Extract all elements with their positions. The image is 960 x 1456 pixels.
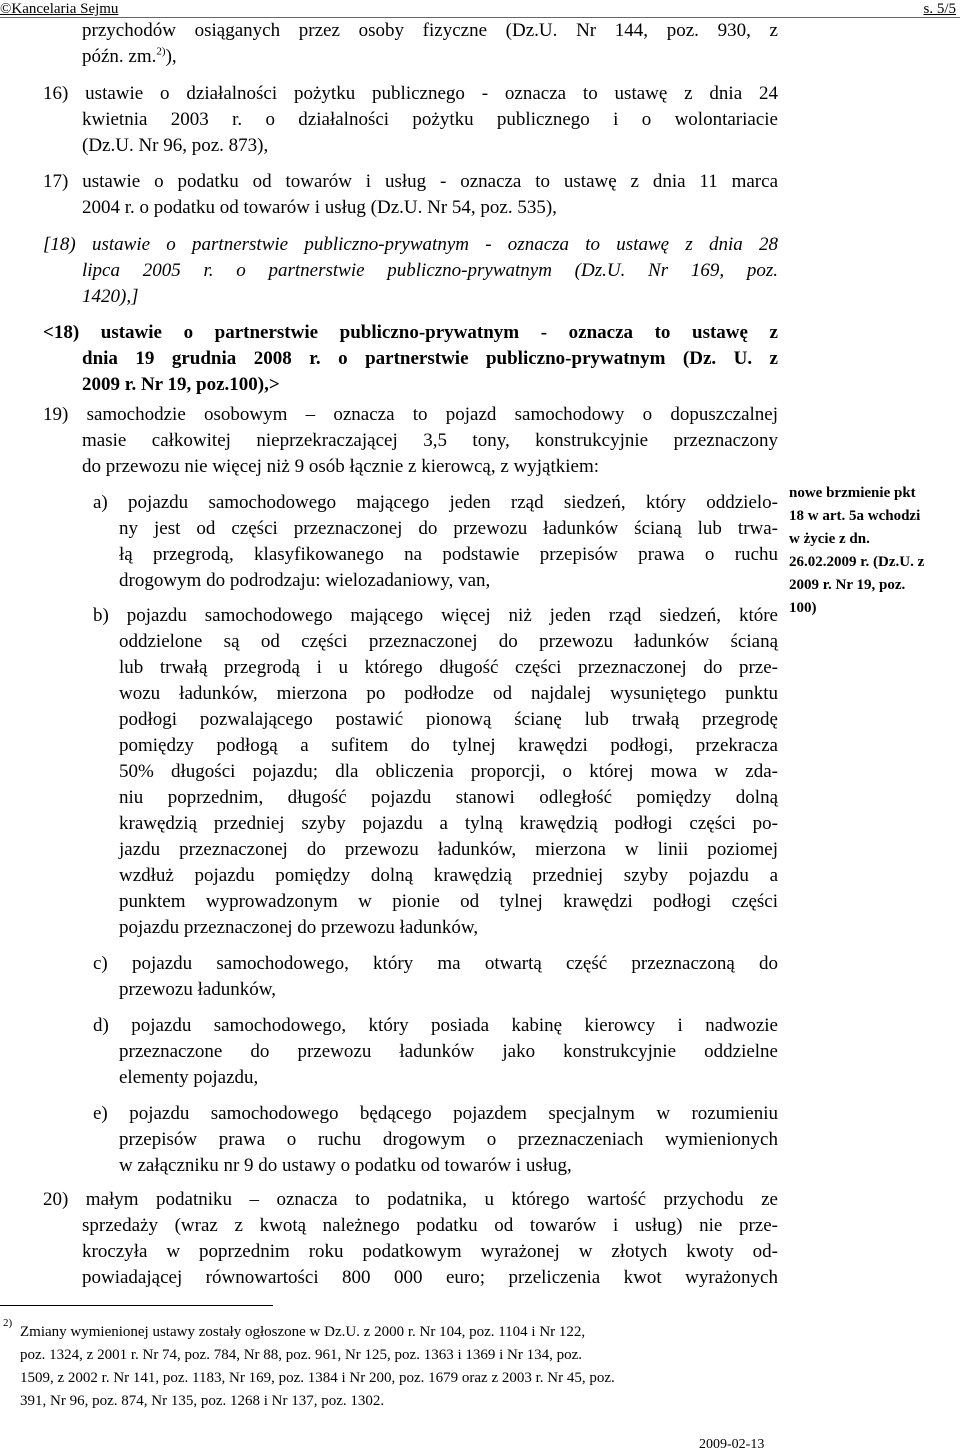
subpoint-c-line: przewozu ładunków,: [119, 979, 277, 1000]
subpoint-b-line: oddzielone są od części przeznaczonej do przewozu ładunków ścianą: [119, 631, 778, 652]
subpoint-e-line: przepisów prawa o ruchu drogowym o przeznaczeniach wymienionych: [119, 1129, 778, 1150]
subpoint-d: d) pojazdu samochodowego, który posiada kabinę kierowcy i nadwozie: [93, 1015, 778, 1036]
point-19: 19) samochodzie osobowym – oznacza to pojazd samochodowy o dopuszczalnej: [43, 404, 778, 425]
margin-note-line: 100): [789, 600, 817, 616]
subpoint-b: b) pojazdu samochodowego mającego więcej niż jeden rząd siedzeń, które: [93, 605, 778, 626]
footnote-line: 1509, z 2002 r. Nr 141, poz. 1183, Nr 169, poz. 1384 i Nr 200, poz. 1679 oraz z 2003 r. Nr 45, poz.: [20, 1370, 615, 1386]
subpoint-b-line: lub trwałą przegrodą i u którego długość części przeznaczonej do prze-: [119, 657, 778, 678]
footnote-rule: [0, 1305, 273, 1306]
subpoint-b-line: 50% długości pojazdu; dla obliczenia proporcji, o której mowa w zda-: [119, 761, 778, 782]
point-18-old-line: 1420),]: [82, 286, 139, 307]
header-source-link[interactable]: ©Kancelaria Sejmu: [0, 1, 119, 17]
footnote-mark: 2): [3, 1317, 13, 1329]
point-17: 17) ustawie o podatku od towarów i usług - oznacza to ustawę z dnia 11 marca: [43, 171, 778, 192]
document-date: 2009-02-13: [699, 1437, 765, 1452]
footnote-line: Zmiany wymienionej ustawy zostały ogłoszone w Dz.U. z 2000 r. Nr 104, poz. 1104 i Nr 122,: [20, 1324, 586, 1340]
footnote-line: poz. 1324, z 2001 r. Nr 74, poz. 784, Nr 88, poz. 961, Nr 125, poz. 1363 i 1369 i Nr 134, poz.: [20, 1347, 583, 1363]
point-18-new-line: 2009 r. Nr 19, poz.100),>: [82, 374, 280, 395]
point-16-line: (Dz.U. Nr 96, poz. 873),: [82, 135, 269, 156]
margin-note-line: 18 w art. 5a wchodzi: [789, 508, 921, 524]
subpoint-a-line: ny jest od części przeznaczonej do przewozu ładunków ścianą lub trwa-: [119, 518, 778, 539]
subpoint-b-line: pomiędzy podłogą a sufitem do tylnej krawędzi podłogi, przekracza: [119, 735, 778, 756]
margin-note-line: 26.02.2009 r. (Dz.U. z: [789, 554, 925, 570]
subpoint-d-line: przeznaczone do przewozu ładunków jako konstrukcyjnie oddzielne: [119, 1041, 778, 1062]
subpoint-b-line: podłogi pozwalającego postawić pionową ścianę lub trwałą przegrodę: [119, 709, 778, 730]
point-20-line: sprzedaży (wraz z kwotą należnego podatku od towarów i usług) nie prze-: [82, 1215, 778, 1236]
page-number: s. 5/5: [923, 1, 956, 17]
point-18-old: [18) ustawie o partnerstwie publiczno-prywatnym - oznacza to ustawę z dnia 28: [43, 234, 778, 255]
point-18-new-line: dnia 19 grudnia 2008 r. o partnerstwie publiczno-prywatnym (Dz. U. z: [82, 348, 778, 369]
point-16: 16) ustawie o działalności pożytku publicznego - oznacza to ustawę z dnia 24: [43, 83, 778, 104]
subpoint-b-line: wozu ładunków, mierzona po podłodze od najdalej wysuniętego punktu: [119, 683, 778, 704]
point-19-line: masie całkowitej nieprzekraczającej 3,5 tony, konstrukcyjnie przeznaczony: [82, 430, 778, 451]
continuation-line: przychodów osiąganych przez osoby fizyczne (Dz.U. Nr 144, poz. 930, z: [82, 20, 778, 41]
subpoint-c: c) pojazdu samochodowego, który ma otwartą część przeznaczoną do: [93, 953, 778, 974]
point-20-line: powiadającej równowartości 800 000 euro; przeliczenia kwot wyrażonych: [82, 1267, 778, 1288]
point-17-line: 2004 r. o podatku od towarów i usług (Dz.U. Nr 54, poz. 535),: [82, 197, 557, 218]
subpoint-e: e) pojazdu samochodowego będącego pojazdem specjalnym w rozumieniu: [93, 1103, 778, 1124]
subpoint-b-line: punktem wyprowadzonym w pionie od tylnej krawędzi podłogi części: [119, 891, 778, 912]
subpoint-b-line: pojazdu przeznaczonej do przewozu ładunków,: [119, 917, 479, 938]
margin-note-line: 2009 r. Nr 19, poz.: [789, 577, 906, 593]
footnote-line: 391, Nr 96, poz. 874, Nr 135, poz. 1268 i Nr 137, poz. 1302.: [20, 1393, 385, 1409]
continuation-line-2: późn. zm.$^{2)}$),: [82, 45, 177, 67]
subpoint-b-line: wzdłuż pojazdu pomiędzy dolną krawędzią przedniej szyby pojazdu a: [119, 865, 778, 886]
point-18-new: <18) ustawie o partnerstwie publiczno-prywatnym - oznacza to ustawę z: [43, 322, 778, 343]
subpoint-b-line: krawędzią przedniej szyby pojazdu a tylną krawędzią podłogi części po-: [119, 813, 778, 834]
subpoint-b-line: niu poprzednim, długość pojazdu stanowi odległość pomiędzy dolną: [119, 787, 778, 808]
subpoint-a-line: drogowym do podrodzaju: wielozadaniowy, van,: [119, 570, 491, 591]
subpoint-d-line: elementy pojazdu,: [119, 1067, 259, 1088]
margin-note-line: nowe brzmienie pkt: [789, 485, 916, 501]
subpoint-b-line: jazdu przeznaczonej do przewozu ładunków, mierzona w linii poziomej: [119, 839, 778, 860]
footnote-ref[interactable]: 2): [156, 45, 166, 58]
subpoint-a-line: łą przegrodą, klasyfikowanego na podstawie przepisów prawa o ruchu: [119, 544, 778, 565]
point-20-line: kroczyła w poprzednim roku podatkowym wyrażonej w złotych kwoty od-: [82, 1241, 778, 1262]
point-19-line: do przewozu nie więcej niż 9 osób łącznie z kierowcą, z wyjątkiem:: [82, 456, 600, 477]
point-20: 20) małym podatniku – oznacza to podatnika, u którego wartość przychodu ze: [43, 1189, 778, 1210]
subpoint-e-line: w załączniku nr 9 do ustawy o podatku od towarów i usług,: [119, 1155, 572, 1176]
margin-note-line: w życie z dn.: [789, 531, 870, 547]
point-16-line: kwietnia 2003 r. o działalności pożytku publicznego i o wolontariacie: [82, 109, 778, 130]
subpoint-a: a) pojazdu samochodowego mającego jeden rząd siedzeń, który oddzielo-: [93, 492, 778, 513]
point-18-old-line: lipca 2005 r. o partnerstwie publiczno-prywatnym (Dz.U. Nr 169, poz.: [82, 260, 778, 281]
